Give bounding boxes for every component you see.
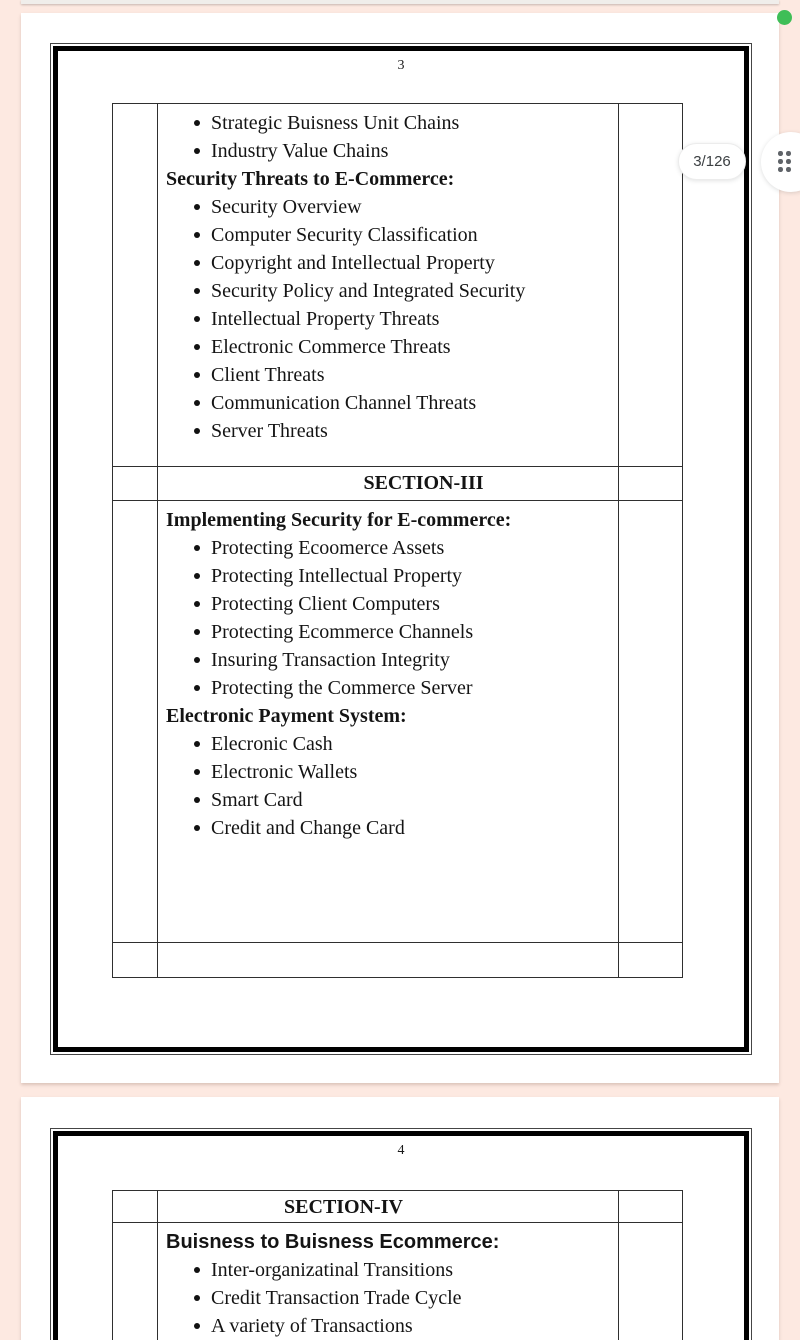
table-cell-right — [619, 943, 683, 978]
page-4-border-frame — [53, 1131, 749, 1340]
table-cell-content — [158, 943, 619, 978]
page-indicator-pill — [678, 143, 746, 180]
list-item: Protecting the Commerce Server — [158, 674, 618, 702]
table-cell-left — [113, 943, 158, 978]
table-cell-right — [619, 1223, 683, 1340]
drag-handle-icon — [778, 151, 791, 172]
page-3-number: 3 — [397, 58, 405, 73]
list-item: Strategic Buisness Unit Chains — [158, 109, 618, 137]
list-item: Protecting Ecommerce Channels — [158, 618, 618, 646]
topic-heading: Electronic Payment System: — [166, 705, 407, 727]
list-item: Credit and Change Card — [158, 814, 618, 842]
list-item: Security Policy and Integrated Security — [158, 277, 618, 305]
previous-page-edge — [21, 0, 779, 4]
table-cell-left — [113, 467, 158, 501]
topic-heading: Implementing Security for E-commerce: — [166, 509, 512, 531]
list-item: Security Overview — [158, 193, 618, 221]
page-4-syllabus-table — [112, 1190, 683, 1340]
list-item: Protecting Ecoomerce Assets — [158, 534, 618, 562]
table-cell-right — [619, 104, 683, 467]
table-cell-right — [619, 1191, 683, 1223]
topic-heading: Security Threats to E-Commerce: — [166, 168, 455, 190]
topic-heading: Buisness to Buisness Ecommerce: — [166, 1231, 500, 1253]
table-cell-left — [113, 1223, 158, 1340]
section-header: SECTION-IV — [158, 1191, 619, 1223]
list-item: Elecronic Cash — [158, 730, 618, 758]
list-item: Inter-organizatinal Transitions — [158, 1256, 618, 1284]
green-status-dot — [777, 10, 792, 25]
table-cell-left — [113, 104, 158, 467]
table-cell-left — [113, 1191, 158, 1223]
page-indicator-text: 3/126 — [693, 153, 731, 170]
list-item: Client Threats — [158, 361, 618, 389]
page-4-number: 4 — [397, 1143, 405, 1158]
list-item: Electronic Commerce Threats — [158, 333, 618, 361]
table-cell-left — [113, 501, 158, 943]
page-3-syllabus-table — [112, 103, 683, 978]
list-item: Credit Transaction Trade Cycle — [158, 1284, 618, 1312]
list-item: Protecting Intellectual Property — [158, 562, 618, 590]
list-item: Computer Security Classification — [158, 221, 618, 249]
page-3-border-frame — [53, 46, 749, 1052]
section-header: SECTION-III — [158, 467, 619, 501]
page-4-sheet — [21, 1097, 779, 1340]
page-3-sheet — [21, 13, 779, 1083]
table-cell-right — [619, 501, 683, 943]
table-cell-content — [158, 104, 619, 467]
list-item: Intellectual Property Threats — [158, 305, 618, 333]
list-item: Protecting Client Computers — [158, 590, 618, 618]
list-item: Communication Channel Threats — [158, 389, 618, 417]
table-cell-content — [158, 1223, 619, 1340]
list-item: Smart Card — [158, 786, 618, 814]
list-item: Insuring Transaction Integrity — [158, 646, 618, 674]
table-cell-right — [619, 467, 683, 501]
list-item: Server Threats — [158, 417, 618, 445]
list-item: Industry Value Chains — [158, 137, 618, 165]
list-item: Electronic Wallets — [158, 758, 618, 786]
table-cell-content — [158, 501, 619, 943]
list-item: Copyright and Intellectual Property — [158, 249, 618, 277]
list-item: A variety of Transactions — [158, 1312, 618, 1340]
